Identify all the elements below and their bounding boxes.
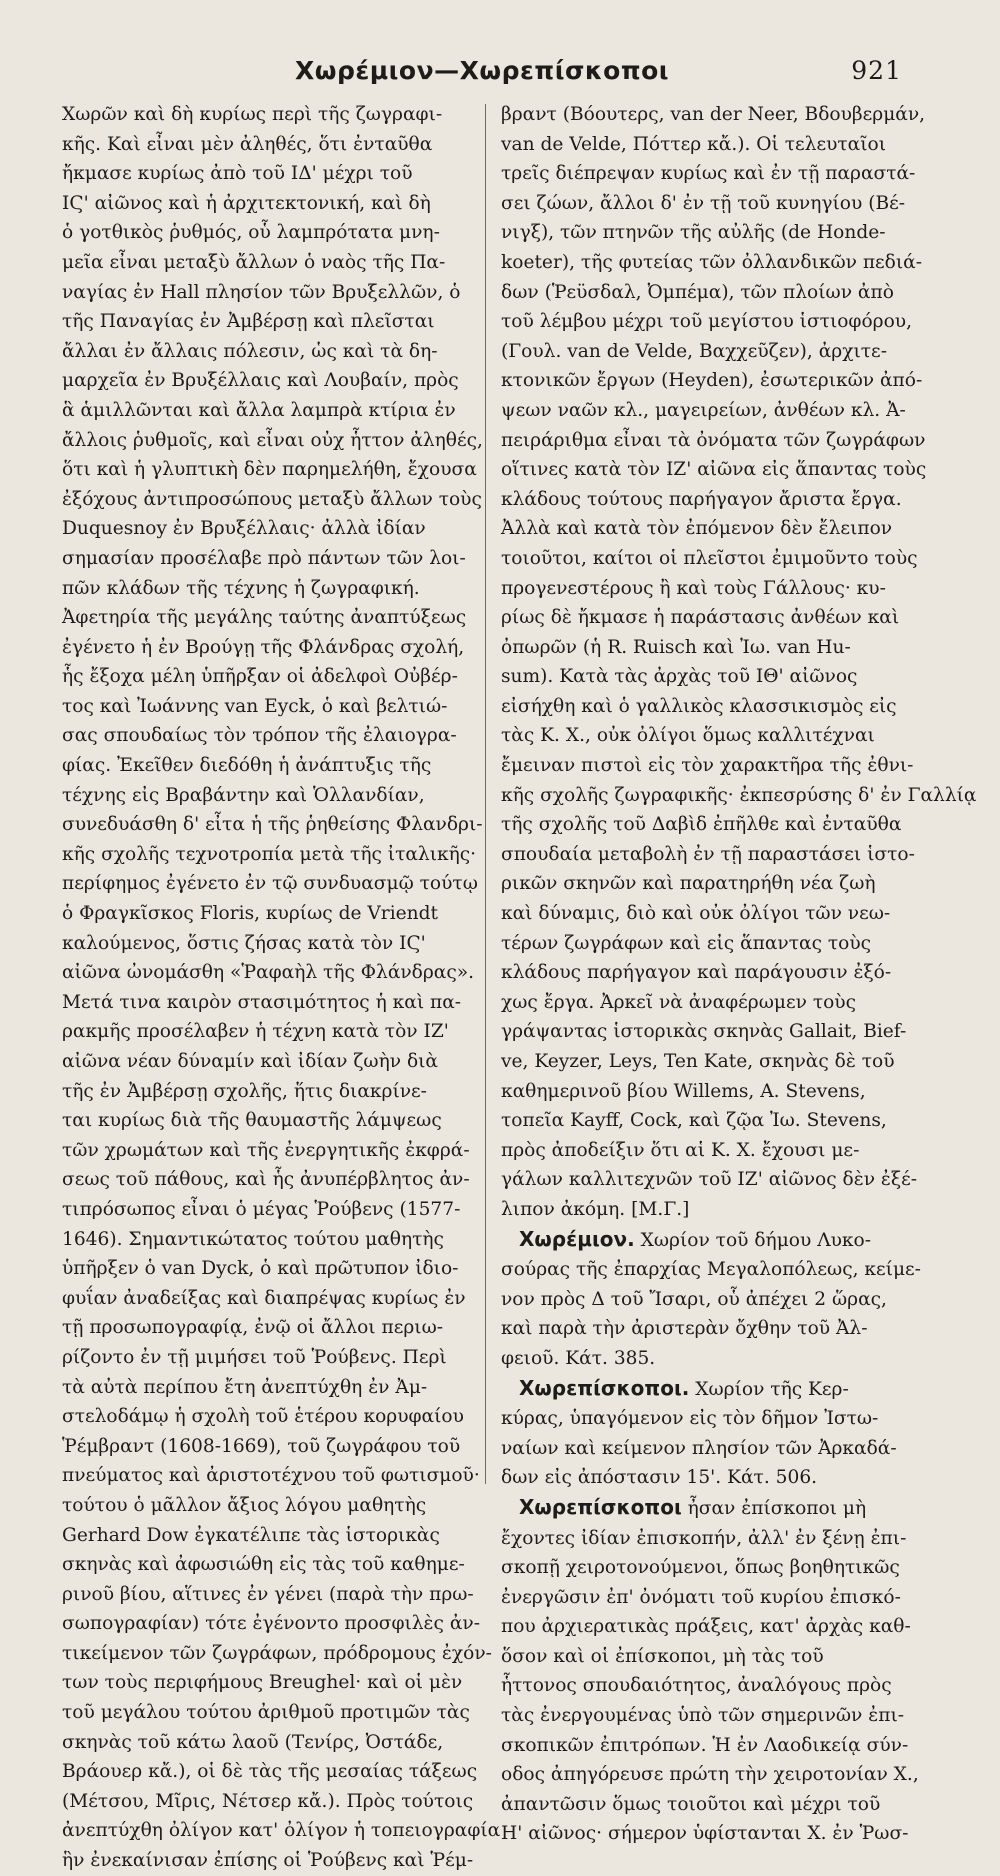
text-line: Μετά τινα καιρὸν στασιμότητος ἡ καὶ πα-: [62, 991, 462, 1013]
text-line: σας σπουδαίως τὸν τρόπον τῆς ἐλαιογρα-: [62, 725, 457, 747]
text-line: Ῥέμβραντ (1608-1669), τοῦ ζωγράφου τοῦ: [62, 1435, 461, 1457]
entry-headword: Χωρεπίσκοποι: [519, 1494, 682, 1519]
text-line: Η' αἰῶνος· σήμερον ὑφίστανται Χ. ἐν Ῥωσ-: [501, 1823, 909, 1845]
text-line: τὰς Κ. Χ., οὐκ ὀλίγοι ὅμως καλλιτέχναι: [501, 725, 875, 747]
text-line: τῇ προσωπογραφίᾳ, ἐνῷ οἱ ἄλλοι περιω-: [62, 1317, 444, 1339]
text-line: ρίως δὲ ἤκμασε ἡ παράστασις ἀνθέων καὶ: [501, 607, 900, 629]
text-line: κῆς σχολῆς τεχνοτροπία μετὰ τῆς ἰταλικῆς·: [62, 843, 477, 865]
text-line: οδος ἀπηγόρευσε πρώτη τὴν χειροτονίαν Χ.,: [501, 1764, 919, 1786]
text-line: Ἀλλὰ καὶ κατὰ τὸν ἐπόμενον δὲν ἔλειπον: [501, 518, 893, 540]
text-line: κῆς. Καὶ εἶναι μὲν ἀληθές, ὅτι ἐνταῦθα: [62, 133, 433, 155]
entry-first-line: [501, 1374, 903, 1405]
text-line: τῶν χρωμάτων καὶ τῆς ἐνεργητικῆς ἐκφρά-: [62, 1139, 470, 1161]
text-line: προγενεστέρους ἢ καὶ τοὺς Γάλλους· κυ-: [501, 577, 886, 599]
text-line: κτονικῶν ἔργων (Heyden), ἐσωτερικῶν ἀπό-: [501, 370, 923, 392]
text-line: ΙϚ' αἰῶνος καὶ ἡ ἀρχιτεκτονική, καὶ δὴ: [62, 192, 431, 214]
text-line: ἃ ἁμιλλῶνται καὶ ἄλλα λαμπρὰ κτίρια ἐν: [62, 399, 456, 421]
text-line: σωπογραφίαν) τότε ἐγένοντο προσφιλὲς ἀν-: [62, 1613, 481, 1635]
entry-headword: Χωρεπίσκοποι.: [519, 1375, 690, 1400]
page-number: 921: [851, 56, 902, 85]
text-line: αἰῶνα νέαν δύναμίν καὶ ἰδίαν ζωὴν διὰ: [62, 1051, 438, 1072]
text-line: καὶ δύναμις, διὸ καὶ οὐκ ὀλίγοι τῶν νεω-: [501, 903, 891, 925]
text-line: σημασίαν προσέλαβε πρὸ πάντων τῶν λοι-: [62, 547, 466, 569]
text-line: τέρων ζωγράφων καὶ εἰς ἅπαντας τοὺς: [501, 932, 872, 954]
text-line: τέχνης εἰς Βραβάντην καὶ Ὁλλανδίαν,: [62, 784, 425, 806]
text-line: φειοῦ. Κάτ. 385.: [501, 1347, 656, 1369]
text-line: κλάδους τούτους παρήγαγον ἄριστα ἔργα.: [501, 488, 902, 510]
text-line: περίφημος ἐγένετο ἐν τῷ συνδυασμῷ τούτῳ: [62, 873, 478, 895]
text-line: ὑπῆρξεν ὁ van Dyck, ὁ καὶ πρῶτυπον ἰδιο-: [62, 1258, 459, 1280]
text-line: τῆς Παναγίας ἐν Ἀμβέρσῃ καὶ πλεῖσται: [62, 311, 435, 333]
text-line: δων εἰς ἀπόστασιν 15'. Κάτ. 506.: [501, 1467, 818, 1489]
text-line: κλάδους παρήγαγον καὶ παράγουσιν ἐξό-: [501, 962, 892, 984]
text-line: συνεδυάσθη δ' εἶτα ἡ τῆς ῥηθείσης Φλανδρι-: [62, 814, 483, 836]
text-line: ἔχοντες ἰδίαν ἐπισκοπήν, ἀλλ' ἐν ξένῃ ἐπι-: [501, 1527, 907, 1549]
text-line: ἤκμασε κυρίως ἀπὸ τοῦ ΙΔ' μέχρι τοῦ: [62, 163, 413, 185]
text-line: πνεύματος καὶ ἀριστοτέχνου τοῦ φωτισμοῦ·: [62, 1465, 480, 1487]
left-column: [62, 100, 501, 1876]
text-line: λιπον ἀκόμη. [Μ.Γ.]: [501, 1198, 690, 1220]
text-line: ὅσον καὶ οἱ ἐπίσκοποι, μὴ τὰς τοῦ: [501, 1645, 824, 1667]
text-line: ψεων ναῶν κλ., μαγειρείων, ἀνθέων κλ. Ἀ-: [501, 399, 906, 421]
text-line: ἐγένετο ἡ ἐν Βρούγῃ τῆς Φλάνδρας σχολή,: [62, 636, 465, 658]
text-line: τούτου ὁ μᾶλλον ἄξιος λόγου μαθητὴς: [62, 1494, 427, 1516]
text-line: πῶν κλάδων τῆς τέχνης ἡ ζωγραφική.: [62, 577, 420, 599]
text-line: Ἀφετηρία τῆς μεγάλης ταύτης ἀναπτύξεως: [62, 607, 467, 629]
text-line: ἄλλαι ἐν ἄλλαις πόλεσιν, ὡς καὶ τὰ δη-: [62, 340, 438, 362]
text-line: τοῦ μεγάλου τούτου ἀριθμοῦ προτιμῶν τὰς: [62, 1702, 470, 1724]
text-line: ἧς ἔξοχα μέλη ὑπῆρξαν οἱ ἀδελφοὶ Οὐβέρ-: [62, 666, 458, 688]
text-line: φίας. Ἐκεῖθεν διεδόθη ἡ ἀνάπτυξις τῆς: [62, 755, 432, 777]
entry-text: Χωρίον τοῦ δήμου Λυκο-: [634, 1229, 872, 1251]
text-line: τικείμενον τῶν ζωγράφων, πρόδρομους ἐχόν-: [62, 1642, 492, 1664]
text-line: τοπεῖα Kayff, Cock, καὶ ζῷα Ἰω. Stevens,: [501, 1110, 887, 1132]
text-line: γράψαντας ἱστορικὰς σκηνὰς Gallait, Bief-: [501, 1021, 907, 1043]
text-line: ve, Keyzer, Leys, Ten Kate, σκηνὰς δὲ τοῦ: [501, 1051, 895, 1072]
text-line: ἀπαντῶσιν ὅμως τοιοῦτοι καὶ μέχρι τοῦ: [501, 1793, 881, 1815]
text-line: αἰῶνα ὠνομάσθη «Ῥαφαὴλ τῆς Φλάνδρας».: [62, 962, 475, 984]
text-line: ρινοῦ βίου, αἵτινες ἐν γένει (παρὰ τὴν πρω-: [62, 1583, 474, 1605]
text-line: Βράουερ κἄ.), οἱ δὲ τὰς τῆς μεσαίας τάξεως: [62, 1761, 478, 1783]
text-line: ται κυρίως διὰ τῆς θαυμαστῆς λάμψεως: [62, 1110, 442, 1132]
text-line: τιπρόσωπος εἶναι ὁ μέγας Ῥούβενς (1577-: [62, 1198, 461, 1220]
text-line: Duquesnoy ἐν Βρυξέλλαις· ἀλλὰ ἰδίαν: [62, 518, 426, 540]
text-line: σκοπικῶν ἐπιτρόπων. Ἡ ἐν Λαοδικείᾳ σύν-: [501, 1734, 909, 1756]
entry-first-line: [501, 1225, 903, 1256]
header-title: Χωρέμιον—Χωρεπίσκοποι: [294, 56, 670, 85]
text-line: καλούμενος, ὅστις ζήσας κατὰ τὸν ΙϚ': [62, 932, 426, 954]
text-line: 1646). Σημαντικώτατος τούτου μαθητὴς: [62, 1228, 444, 1250]
running-header: [62, 52, 902, 96]
text-line: φυΐαν ἀναδείξας καὶ διαπρέψας κυρίως ἐν: [62, 1287, 466, 1309]
text-line: ἀνεπτύχθη ὀλίγον κατ' ὀλίγον ἡ τοπειογραφία: [62, 1820, 501, 1842]
text-line: εἰσήχθη καὶ ὁ γαλλικὸς κλασσικισμὸς εἰς: [501, 695, 897, 717]
text-line: σκηνὰς καὶ ἀφωσιώθη εἰς τὰς τοῦ καθημε-: [62, 1554, 465, 1576]
text-line: ὁ γοτθικὸς ῥυθμός, οὗ λαμπρότατα μνη-: [62, 222, 440, 244]
text-line: ὁ Φραγκῖσκος Floris, κυρίως de Vriendt: [62, 903, 438, 925]
text-line: ἔμειναν πιστοὶ εἰς τὸν χαρακτῆρα τῆς ἐθνι-: [501, 755, 914, 777]
text-line: ἧττονος σπουδαιότητος, ἀναλόγους πρὸς: [501, 1675, 892, 1697]
text-line: σκηνὰς τοῦ κάτω λαοῦ (Τενίρς, Ὀστάδε,: [62, 1731, 444, 1753]
text-line: κύρας, ὑπαγόμενον εἰς τὸν δῆμον Ἰστω-: [501, 1408, 879, 1430]
text-line: Gerhard Dow ἐγκατέλιπε τὰς ἱστορικὰς: [62, 1524, 440, 1546]
text-line: van de Velde, Πόττερ κἄ.). Οἱ τελευταῖοι: [501, 133, 887, 155]
text-line: Χωρῶν καὶ δὴ κυρίως περὶ τῆς ζωγραφι-: [62, 104, 443, 125]
text-line: ναίων καὶ κείμενον πλησίον τῶν Ἀρκαδά-: [501, 1437, 897, 1459]
text-line: νιγξ), τῶν πτηνῶν τῆς αὐλῆς (de Honde-: [501, 222, 886, 244]
text-line: τὰς ἐνεργουμένας ὑπὸ τῶν σημερινῶν ἐπι-: [501, 1705, 905, 1727]
entry-headword: Χωρέμιον.: [519, 1226, 635, 1251]
text-line: βραντ (Βόουτερς, van der Neer, Βδουβερμάν,: [501, 104, 926, 125]
text-line: μεῖα εἶναι μεταξὺ ἄλλων ὁ ναὸς τῆς Πα-: [62, 251, 446, 273]
text-line: (Μέτσου, Μῖρις, Νέτσερ κἄ.). Πρὸς τούτοις: [62, 1790, 474, 1812]
text-line: sum). Κατὰ τὰς ἀρχὰς τοῦ ΙΘ' αἰῶνος: [501, 666, 858, 688]
text-line: γάλων καλλιτεχνῶν τοῦ ΙΖ' αἰῶνος δὲν ἐξέ-: [501, 1169, 918, 1191]
text-line: (Γουλ. van de Velde, Βαχχεῦζεν), ἀρχιτε-: [501, 340, 887, 362]
text-line: καθημερινοῦ βίου Willems, A. Stevens,: [501, 1080, 866, 1102]
text-line: τοῦ λέμβου μέχρι τοῦ μεγίστου ἱστιοφόρου,: [501, 311, 912, 333]
text-line: ἣν ἐνεκαίνισαν ἐπίσης οἱ Ῥούβενς καὶ Ῥέμ-: [62, 1850, 474, 1872]
text-line: ρικῶν σκηνῶν καὶ παρατηρήθη νέα ζωὴ: [501, 873, 876, 895]
text-line: σεως τοῦ πάθους, καὶ ἧς ἀνυπέρβλητος ἀν-: [62, 1169, 470, 1191]
text-line: μαρχεῖα ἐν Βρυξέλλαις καὶ Λουβαίν, πρὸς: [62, 370, 459, 392]
text-line: ρίζοντο ἐν τῇ μιμήσει τοῦ Ῥούβενς. Περὶ: [62, 1346, 447, 1368]
text-line: που ἀρχιερατικὰς πράξεις, κατ' ἀρχὰς καθ-: [501, 1616, 911, 1638]
text-line: ὅτι καὶ ἡ γλυπτικὴ δὲν παρημελήθη, ἔχουσα: [62, 459, 477, 481]
text-line: ὀπωρῶν (ἡ R. Ruisch καὶ Ἰω. van Hu-: [501, 636, 851, 658]
text-line: τοιοῦτοι, καίτοι οἱ πλεῖστοι ἐμιμοῦντο τοὺς: [501, 547, 918, 569]
text-line: νον πρὸς Δ τοῦ Ἴσαρι, οὗ ἀπέχει 2 ὥρας,: [501, 1288, 887, 1310]
text-line: σει ζώων, ἄλλοι δ' ἐν τῇ τοῦ κυνηγίου (Βέ-: [501, 192, 906, 214]
text-line: των τοὺς περιφήμους Breughel· καὶ οἱ μὲν: [62, 1672, 463, 1694]
text-line: ἄλλοις ῥυθμοῖς, καὶ εἶναι οὐχ ἧττον ἀληθές,: [62, 429, 483, 451]
entry-first-line: [501, 1493, 903, 1524]
text-line: σούρας τῆς ἐπαρχίας Μεγαλοπόλεως, κείμε-: [501, 1259, 921, 1281]
text-line: οἵτινες κατὰ τὸν ΙΖ' αἰῶνα εἰς ἅπαντας τοὺς: [501, 459, 927, 481]
text-line: τὰ αὐτὰ περίπου ἔτη ἀνεπτύχθη ἐν Ἀμ-: [62, 1376, 428, 1398]
text-line: ρακμῆς προσέλαβεν ἡ τέχνη κατὰ τὸν ΙΖ': [62, 1021, 449, 1043]
text-line: πρὸς ἀποδείξιν ὅτι αἱ Κ. Χ. ἔχουσι με-: [501, 1139, 860, 1161]
text-line: χως ἔργα. Ἀρκεῖ νὰ ἀναφέρωμεν τοὺς: [501, 991, 857, 1013]
text-line: δων (Ῥεϋσδαλ, Ὀμπέμα), τῶν πλοίων ἀπὸ: [501, 281, 894, 303]
text-line: ἐξόχους ἀντιπροσώπους μεταξὺ ἄλλων τοὺς: [62, 488, 482, 510]
text-line: τῆς σχολῆς τοῦ Δαβὶδ ἐπῆλθε καὶ ἐνταῦθα: [501, 814, 902, 836]
text-line: πειράριθμα εἶναι τὰ ὀνόματα τῶν ζωγράφων: [501, 429, 926, 451]
text-line: τος καὶ Ἰωάννης van Eyck, ὁ καὶ βελτιώ-: [62, 695, 448, 717]
text-line: σκοπῇ χειροτονούμενοι, ὅπως βοηθητικῶς: [501, 1557, 900, 1579]
text-line: τρεῖς διέπρεψαν κυρίως καὶ ἐν τῇ παραστά-: [501, 163, 916, 185]
column-divider: [485, 104, 486, 1484]
text-line: καὶ παρὰ τὴν ἀριστερὰν ὄχθην τοῦ Ἀλ-: [501, 1318, 868, 1340]
text-line: ναγίας ἐν Hall πλησίον τῶν Βρυξελλῶν, ὁ: [62, 281, 461, 303]
right-column: [501, 100, 977, 1849]
text-line: στελοδάμῳ ἡ σχολὴ τοῦ ἑτέρου κορυφαίου: [62, 1406, 464, 1428]
entry-text: Χωρίον τῆς Κερ-: [689, 1378, 849, 1400]
entry-text: ἦσαν ἐπίσκοποι μὴ: [681, 1497, 867, 1519]
text-line: κῆς σχολῆς ζωγραφικῆς· ἐκπεσρύσης δ' ἐν Γαλλίᾳ: [501, 784, 977, 806]
text-line: σπουδαία μεταβολὴ ἐν τῇ παραστάσει ἱστο-: [501, 843, 915, 865]
text-line: τῆς ἐν Ἀμβέρσῃ σχολῆς, ἥτις διακρίνε-: [62, 1080, 427, 1102]
text-line: koeter), τῆς φυτείας τῶν ὀλλανδικῶν πεδιά-: [501, 251, 923, 273]
text-line: ἐνεργῶσιν ἐπ' ὀνόματι τοῦ κυρίου ἐπισκό-: [501, 1586, 901, 1608]
